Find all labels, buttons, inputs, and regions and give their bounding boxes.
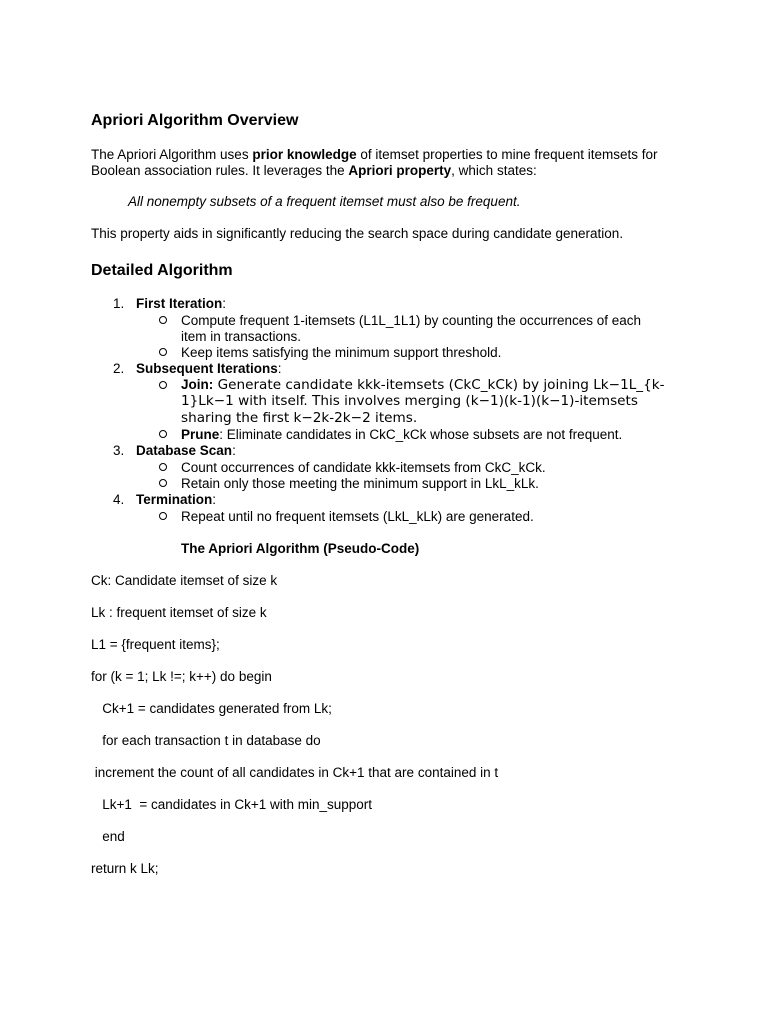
intro-bold-apriori-property: Apriori property xyxy=(348,163,452,178)
step-title-text: Database Scan xyxy=(136,443,233,458)
step-title-first-iteration xyxy=(136,296,226,312)
intro-text: of itemset properties to mine frequent itemsets for xyxy=(356,147,658,162)
hollow-bullet-icon xyxy=(159,430,167,438)
join-bullet-line-2: 1}Lk−1 with itself. This involves merging (k−1)(k-1)(k−1)-itemsets xyxy=(181,393,638,409)
step-title-text: First Iteration xyxy=(136,296,223,311)
pseudocode-line: Lk : frequent itemset of size k xyxy=(91,605,267,620)
step-number: 1. xyxy=(113,296,125,311)
step-colon: : xyxy=(222,296,227,311)
step-title-termination xyxy=(136,492,216,508)
step-title-subsequent-iterations xyxy=(136,361,282,377)
hollow-bullet-icon xyxy=(159,463,167,471)
hollow-bullet-icon xyxy=(159,316,167,324)
step-title-text: Termination xyxy=(136,492,213,507)
pseudocode-line: increment the count of all candidates in Ck+1 that are contained in t xyxy=(91,765,499,780)
hollow-bullet-icon xyxy=(159,512,167,520)
step-colon: : xyxy=(232,443,236,458)
pseudocode-line: return k Lk; xyxy=(91,861,159,876)
prune-text: : Eliminate candidates in CkC_kCk whose subsets are not frequent. xyxy=(219,427,623,442)
step-colon: : xyxy=(277,361,282,376)
prune-label: Prune xyxy=(181,427,220,442)
bullet-text: Repeat until no frequent itemsets (LkL_kLk) are generated. xyxy=(181,509,534,524)
hollow-bullet-icon xyxy=(159,479,167,487)
intro-bold-prior-knowledge: prior knowledge xyxy=(252,147,357,162)
step-number: 4. xyxy=(113,492,125,507)
step-title-database-scan xyxy=(136,443,236,459)
pseudocode-line: L1 = {frequent items}; xyxy=(91,637,220,652)
join-bullet-line-3: sharing the first k−2k-2k−2 items. xyxy=(181,410,418,426)
step-colon: : xyxy=(212,492,217,507)
apriori-property-quote: All nonempty subsets of a frequent itemset must also be frequent. xyxy=(128,194,521,209)
pseudocode-line: Ck: Candidate itemset of size k xyxy=(91,573,278,588)
join-label: Join: xyxy=(181,377,214,392)
pseudocode-line: Ck+1 = candidates generated from Lk; xyxy=(91,701,332,716)
pseudocode-heading: The Apriori Algorithm (Pseudo-Code) xyxy=(181,541,420,556)
hollow-bullet-icon xyxy=(159,381,167,389)
hollow-bullet-icon xyxy=(159,348,167,356)
intro-text: Boolean association rules. It leverages the xyxy=(91,163,349,178)
prune-bullet xyxy=(181,427,622,443)
intro-text: , which states: xyxy=(451,163,537,178)
step-title-text: Subsequent Iterations xyxy=(136,361,278,376)
intro-line-1 xyxy=(91,147,657,163)
join-text: Generate candidate kkk-itemsets (CkC_kCk) by joining Lk−1L_{k- xyxy=(213,377,665,393)
step-number: 2. xyxy=(113,361,125,376)
pseudocode-line: end xyxy=(91,829,125,844)
intro-line-2 xyxy=(91,163,537,179)
bullet-text: Count occurrences of candidate kkk-itemsets from CkC_kCk. xyxy=(181,460,546,475)
pseudocode-line: for (k = 1; Lk !=; k++) do begin xyxy=(91,669,272,684)
join-bullet-line-1 xyxy=(181,377,665,393)
bullet-text: item in transactions. xyxy=(181,329,302,344)
step-number: 3. xyxy=(113,443,125,458)
page-title: Apriori Algorithm Overview xyxy=(91,112,299,129)
pseudocode-line: Lk+1 = candidates in Ck+1 with min_support xyxy=(91,797,373,812)
intro-paragraph-3: This property aids in significantly reducing the search space during candidate generation. xyxy=(91,226,624,241)
bullet-text: Retain only those meeting the minimum support in LkL_kLk. xyxy=(181,476,539,491)
intro-text: The Apriori Algorithm uses xyxy=(91,147,253,162)
section-heading-detailed: Detailed Algorithm xyxy=(91,262,233,279)
pseudocode-line: for each transaction t in database do xyxy=(91,733,321,748)
bullet-text: Keep items satisfying the minimum support threshold. xyxy=(181,345,502,360)
bullet-text: Compute frequent 1-itemsets (L1L_1L1) by counting the occurrences of each xyxy=(181,313,642,328)
